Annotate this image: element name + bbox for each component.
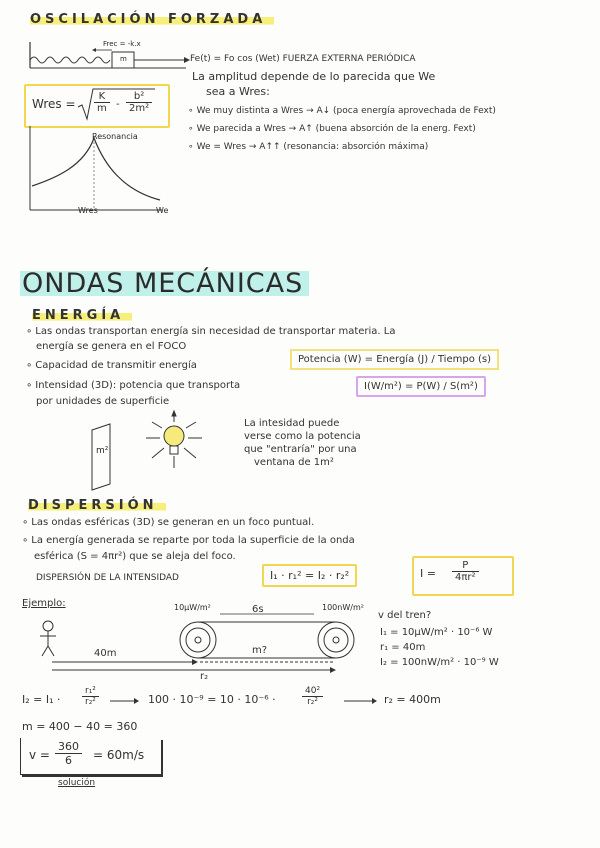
lightbulb-icon <box>134 414 214 474</box>
energia-bullet-1a: ∘ Las ondas transportan energía sin necesidad de transportar materia. La <box>26 326 396 337</box>
amplitude-intro: La amplitud depende de lo parecida que We <box>192 70 436 83</box>
section-title-dispersion: DISPERSIÓN <box>28 498 166 513</box>
given-i2: I₂ = 100nW/m² · 10⁻⁹ W <box>380 657 499 668</box>
i2-label: 100nW/m² <box>322 603 364 612</box>
frac-b2: b² <box>126 91 152 103</box>
inverse-square-formula: I₁ · r₁² = I₂ · r₂² <box>262 564 357 587</box>
section-title-oscilacion: OSCILACIÓN FORZADA <box>30 12 274 27</box>
train-example-diagram <box>30 612 360 692</box>
calc-arrow-icon <box>110 696 140 706</box>
example-question: v del tren? <box>378 610 432 621</box>
v-num: 360 <box>55 740 82 754</box>
distance-40m: 40m <box>94 648 117 659</box>
frac-k: K <box>94 91 110 103</box>
amplitude-bullet-1: ∘ We muy distinta a Wres → A↓ (poca energía aprovechada de Fext) <box>188 106 496 116</box>
amplitude-bullet-3: ∘ We = Wres → A↑↑ (resonancia: absorción máxima) <box>188 142 428 152</box>
formula-I-lhs: I = <box>420 567 436 580</box>
calc-frac-40-r2 <box>302 686 323 707</box>
wres-formula-box <box>24 84 170 128</box>
calc-result: r₂ = 400m <box>384 693 441 706</box>
frac-4pir2: 4πr² <box>455 572 476 583</box>
amplitude-bullet-2: ∘ We parecida a Wres → A↑ (buena absorción de la energ. Fext) <box>188 124 476 134</box>
calc-r1sq: r₁² <box>82 686 99 697</box>
section-title-energia: ENERGÍA <box>32 308 132 323</box>
calc-lhs: I₂ = I₁ · <box>22 693 61 706</box>
m-calc: m = 400 − 40 = 360 <box>22 720 138 733</box>
energia-bullet-1b: energía se genera en el FOCO <box>36 341 187 352</box>
graph-peak-label: Resonancia <box>92 132 138 141</box>
spring-force-label: Frec = -k.x <box>103 40 141 48</box>
frac-2m2: 2m² <box>129 103 150 114</box>
dispersion-bullet-2a: ∘ La energía generada se reparte por toda la superficie de la onda <box>22 535 355 546</box>
section-title-ondas: ONDAS MECÁNICAS <box>20 268 309 299</box>
dispersion-bullet-2b: esférica (S = 4πr²) que se aleja del foco. <box>34 551 236 562</box>
intensity-note-3: que "entraría" por una <box>244 444 357 455</box>
window-area-label: m² <box>96 446 109 456</box>
intensity-note-4: ventana de 1m² <box>254 457 334 468</box>
calc-r2sq-b: r₂² <box>307 697 318 707</box>
time-label: 6s <box>252 604 264 615</box>
i1-label: 10μW/m² <box>174 603 211 612</box>
distance-unknown: m? <box>252 645 268 656</box>
intensity-note-2: verse como la potencia <box>244 431 361 442</box>
dispersion-intensity-label: DISPERSIÓN DE LA INTENSIDAD <box>36 573 179 583</box>
calc-frac-r1-r2 <box>82 686 99 707</box>
potencia-formula: Potencia (W) = Energía (J) / Tiempo (s) <box>290 349 499 370</box>
energia-bullet-3b: por unidades de superficie <box>36 396 170 407</box>
example-label: Ejemplo: <box>22 598 66 609</box>
intensidad-formula: I(W/m²) = P(W) / S(m²) <box>356 376 486 397</box>
intensity-note-1: La intesidad puede <box>244 418 340 429</box>
calc-middle: 100 · 10⁻⁹ = 10 · 10⁻⁶ · <box>148 693 276 706</box>
solution-label: solución <box>58 778 96 788</box>
calc-r2sq: r₂² <box>85 697 96 707</box>
amplitude-intro-2: sea a Wres: <box>206 85 270 98</box>
frac-k-m <box>94 91 110 114</box>
external-force-text: Fe(t) = Fo cos (Wet) FUERZA EXTERNA PERIÓDICA <box>190 54 416 64</box>
v-frac <box>55 740 82 767</box>
wres-lhs: Wres = <box>32 97 76 111</box>
intensity-power-formula-box <box>412 556 514 596</box>
energia-bullet-2: ∘ Capacidad de transmitir energía <box>26 360 197 371</box>
frac-p: P <box>452 560 479 572</box>
minus-sign: - <box>116 99 120 110</box>
distance-r2: r₂ <box>200 671 209 682</box>
v-den: 6 <box>65 754 72 767</box>
v-lhs: v = <box>29 748 50 762</box>
dispersion-bullet-1: ∘ Las ondas esféricas (3D) se generan en un foco puntual. <box>22 517 314 528</box>
given-i1: I₁ = 10μW/m² · 10⁻⁶ W <box>380 627 493 638</box>
given-r1: r₁ = 40m <box>380 642 426 653</box>
frac-p-4pir2 <box>452 560 479 583</box>
calc-arrow-2-icon <box>344 696 378 706</box>
calc-40sq: 40² <box>302 686 323 697</box>
frac-m: m <box>97 103 107 114</box>
solution-box <box>20 738 161 775</box>
graph-x-tick: Wres <box>78 206 98 215</box>
window-sketch <box>88 422 118 492</box>
energia-bullet-3a: ∘ Intensidad (3D): potencia que transporta <box>26 380 240 391</box>
mass-label: m <box>120 55 127 63</box>
graph-x-axis-label: We <box>156 206 169 215</box>
frac-b2-2m2 <box>126 91 152 114</box>
v-result: = 60m/s <box>93 748 145 762</box>
